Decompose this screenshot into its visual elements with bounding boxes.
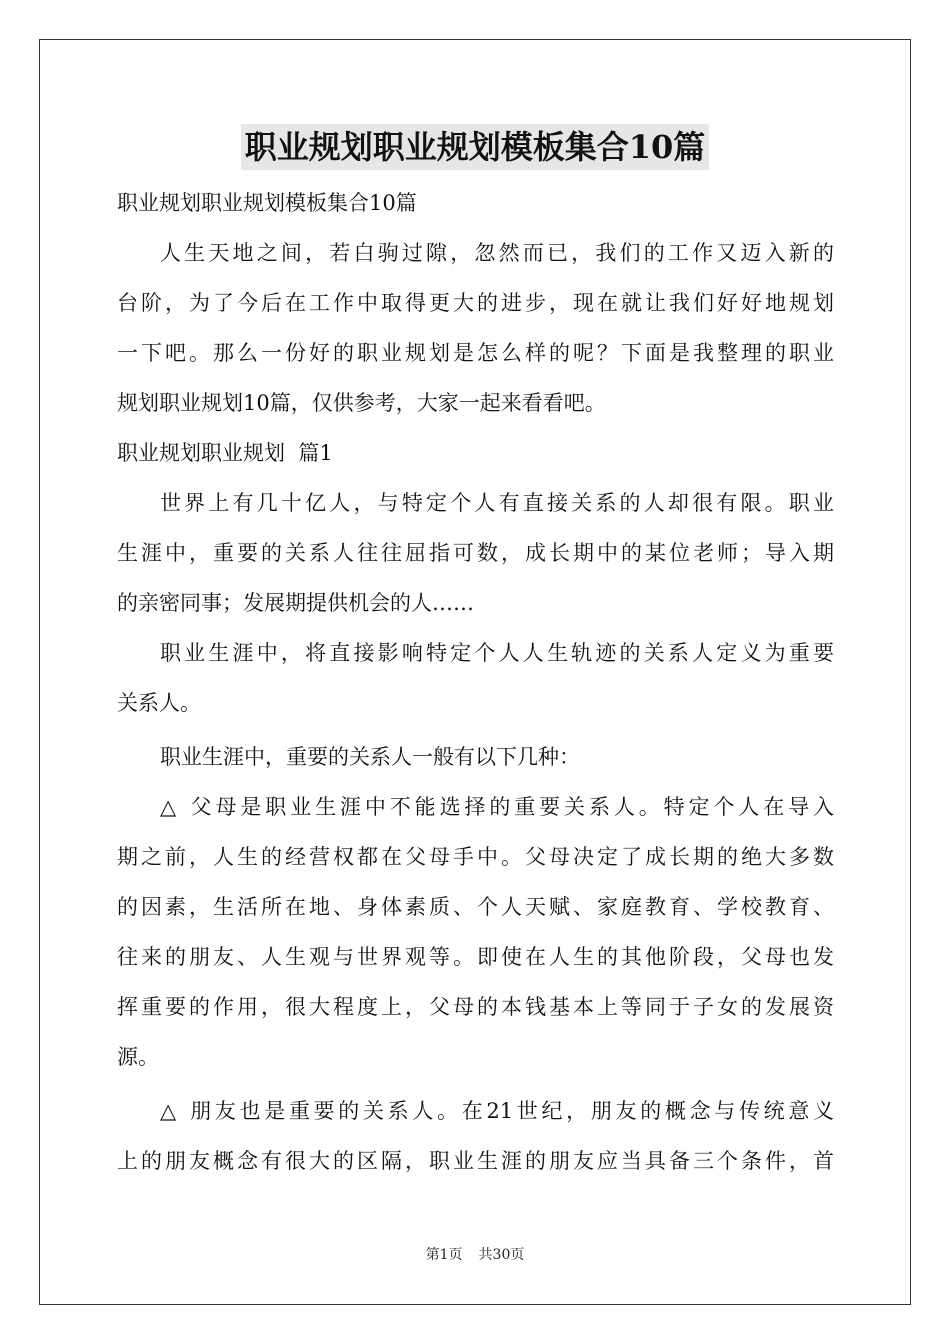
paragraph-2 (117, 628, 834, 728)
paragraph-line: 源。 (117, 1045, 159, 1069)
document-body (117, 178, 834, 1186)
page-total: 共30页 (478, 1247, 525, 1263)
page-number: 第1页 (425, 1247, 463, 1263)
title-container (0, 124, 950, 170)
paragraph-line: 生涯中，重要的关系人往往屈指可数，成长期中的某位老师；导入期 (117, 541, 834, 565)
paragraph-line: 台阶，为了今后在工作中取得更大的进步，现在就让我们好好地规划 (117, 291, 834, 315)
paragraph-line: 上的朋友概念有很大的区隔，职业生涯的朋友应当具备三个条件，首 (117, 1149, 834, 1173)
paragraph-line: 世界上有几十亿人，与特定个人有直接关系的人却很有限。职业 (160, 491, 834, 515)
paragraph-line: 职业生涯中，将直接影响特定个人人生轨迹的关系人定义为重要 (160, 641, 834, 665)
paragraph-line: 往来的朋友、人生观与世界观等。即使在人生的其他阶段，父母也发 (117, 945, 834, 969)
section-heading: 职业规划职业规划 篇1 (117, 441, 333, 465)
paragraph-3 (117, 732, 834, 782)
paragraph-line: 挥重要的作用，很大程度上，父母的本钱基本上等同于子女的发展资 (117, 995, 834, 1019)
paragraph-5 (117, 1086, 834, 1186)
paragraph-line: 期之前，人生的经营权都在父母手中。父母决定了成长期的绝大多数 (117, 845, 834, 869)
paragraph-line: 关系人。 (117, 691, 201, 715)
paragraph-line: 一下吧。那么一份好的职业规划是怎么样的呢？下面是我整理的职业 (117, 341, 834, 365)
paragraph-line: 职业生涯中，重要的关系人一般有以下几种： (160, 745, 580, 769)
paragraph-line: △ 父母是职业生涯中不能选择的重要关系人。特定个人在导入 (160, 795, 834, 819)
paragraph-line: △ 朋友也是重要的关系人。在21世纪，朋友的概念与传统意义 (160, 1099, 834, 1123)
paragraph-line: 人生天地之间，若白驹过隙，忽然而已，我们的工作又迈入新的 (160, 241, 834, 265)
paragraph-line: 规划职业规划10篇，仅供参考，大家一起来看看吧。 (117, 391, 606, 415)
paragraph-4 (117, 782, 834, 1082)
document-title: 职业规划职业规划模板集合10篇 (241, 124, 710, 170)
paragraph-line: 的亲密同事；发展期提供机会的人…… (117, 591, 474, 615)
subtitle: 职业规划职业规划模板集合10篇 (117, 191, 417, 215)
intro-paragraph (117, 228, 834, 428)
paragraph-1 (117, 478, 834, 628)
page-footer (0, 1244, 950, 1264)
paragraph-line: 的因素，生活所在地、身体素质、个人天赋、家庭教育、学校教育、 (117, 895, 834, 919)
